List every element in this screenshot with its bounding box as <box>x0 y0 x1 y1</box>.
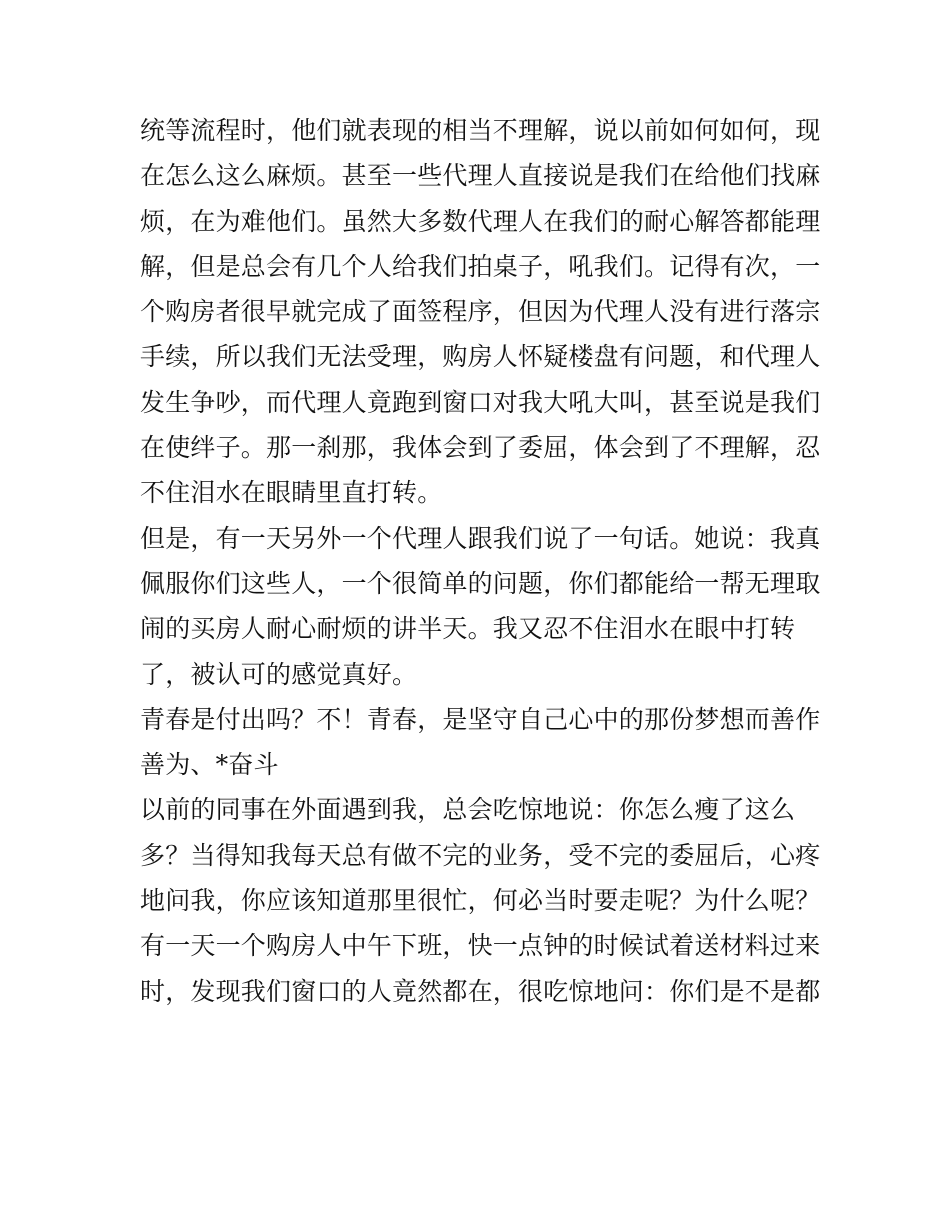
text-line: 但是，有一天另外一个代理人跟我们说了一句话。她说：我真 <box>140 523 821 553</box>
body-text <box>140 108 821 1014</box>
text-line: 手续，所以我们无法受理，购房人怀疑楼盘有问题，和代理人 <box>140 342 821 372</box>
text-line: 烦，在为难他们。虽然大多数代理人在我们的耐心解答都能理 <box>140 206 821 236</box>
text-line: 了，被认可的感觉真好。 <box>140 659 418 689</box>
text-line: 佩服你们这些人，一个很简单的问题，你们都能给一帮无理取 <box>140 568 821 598</box>
text-line: 善为、*奋斗 <box>140 750 279 780</box>
text-line: 地问我，你应该知道那里很忙，何必当时要走呢？为什么呢？ <box>140 886 821 916</box>
text-line: 不住泪水在眼睛里直打转。 <box>140 478 443 508</box>
text-line: 以前的同事在外面遇到我，总会吃惊地说：你怎么瘦了这么 <box>140 795 796 825</box>
text-line: 时，发现我们窗口的人竟然都在，很吃惊地问：你们是不是都 <box>140 976 821 1006</box>
text-line: 闹的买房人耐心耐烦的讲半天。我又忍不住泪水在眼中打转 <box>140 614 796 644</box>
text-line: 解，但是总会有几个人给我们拍桌子，吼我们。记得有次，一 <box>140 251 821 281</box>
text-line: 青春是付出吗？不！青春，是坚守自己心中的那份梦想而善作 <box>140 704 821 734</box>
text-line: 在怎么这么麻烦。甚至一些代理人直接说是我们在给他们找麻 <box>140 161 821 191</box>
text-line: 发生争吵，而代理人竟跑到窗口对我大吼大叫，甚至说是我们 <box>140 387 821 417</box>
text-line: 有一天一个购房人中午下班，快一点钟的时候试着送材料过来 <box>140 931 821 961</box>
text-line: 在使绊子。那一刹那，我体会到了委屈，体会到了不理解，忍 <box>140 433 821 463</box>
text-line: 统等流程时，他们就表现的相当不理解，说以前如何如何，现 <box>140 116 821 145</box>
text-line: 个购房者很早就完成了面签程序，但因为代理人没有进行落宗 <box>140 297 821 327</box>
text-line: 多？当得知我每天总有做不完的业务，受不完的委屈后，心疼 <box>140 840 821 870</box>
